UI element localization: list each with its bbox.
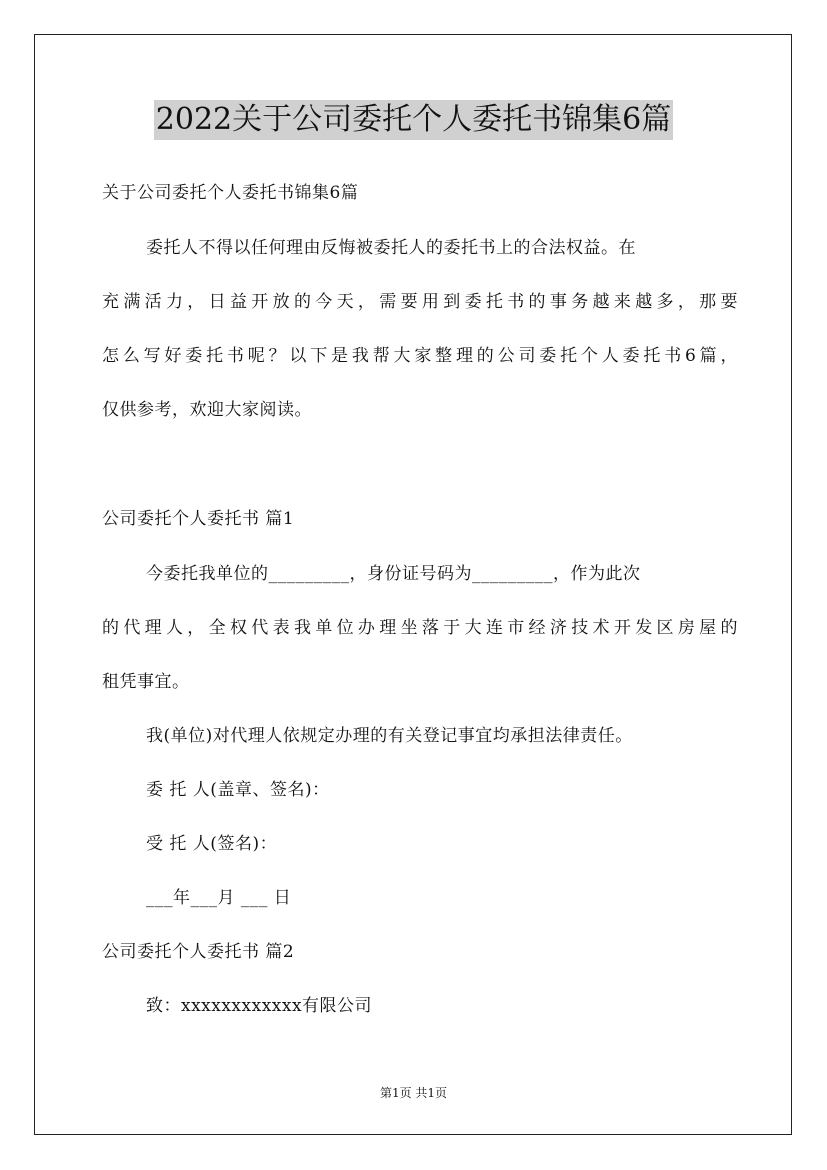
page-footer: 第1页 共1页 [379, 1086, 448, 1100]
principal-signature-line: 委 托 人(盖章、签名)： [146, 780, 330, 800]
section1-statement: 我(单位)对代理人依规定办理的有关登记事宜均承担法律责任。 [146, 726, 633, 746]
agent-signature-line: 受 托 人(签名)： [146, 834, 278, 854]
section1-heading: 公司委托个人委托书 篇1 [102, 509, 295, 529]
date-line: ___年___月 ___ 日 [146, 888, 292, 908]
document-title: 2022关于公司委托个人委托书锦集6篇 [154, 100, 673, 140]
title-container [0, 100, 827, 140]
intro-line-3: 怎么写好委托书呢？以下是我帮大家整理的公司委托个人委托书6篇， [102, 346, 738, 366]
section2-addressee: 致：xxxxxxxxxxxx有限公司 [146, 996, 373, 1016]
section1-body-line-3: 租凭事宜。 [102, 672, 190, 692]
intro-line-1: 委托人不得以任何理由反悔被委托人的委托书上的合法权益。在 [146, 238, 636, 258]
subtitle: 关于公司委托个人委托书锦集6篇 [102, 183, 359, 203]
section1-body-line-1: 今委托我单位的_________，身份证号码为_________，作为此次 [146, 564, 641, 584]
section1-body-line-2: 的代理人，全权代表我单位办理坐落于大连市经济技术开发区房屋的 [102, 618, 738, 638]
section2-heading: 公司委托个人委托书 篇2 [102, 942, 295, 962]
intro-line-2: 充满活力，日益开放的今天，需要用到委托书的事务越来越多，那要 [102, 292, 738, 312]
intro-line-4: 仅供参考，欢迎大家阅读。 [102, 400, 312, 420]
